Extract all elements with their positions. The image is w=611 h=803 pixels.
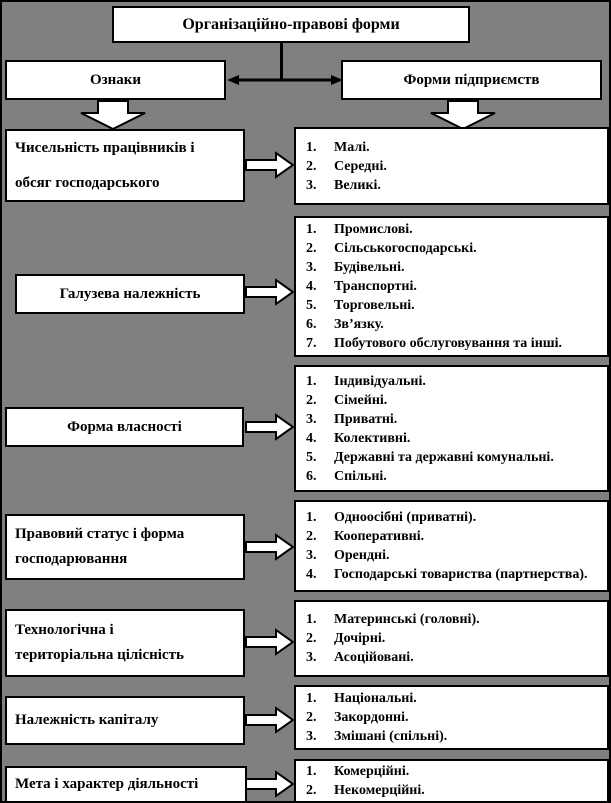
list-item: 2. Сільськогосподарські. [306,241,477,256]
label-line: Мета і характер діяльності [15,776,199,792]
list-item: 1. Промислові. [306,222,413,237]
title-box [112,6,470,43]
list-item: 6. Зв’язку. [306,317,384,332]
list-item: 3. Орендні. [306,548,390,563]
list-item: 1. Одноосібні (приватні). [306,510,477,525]
list-item: 2. Некомерційні. [306,783,425,798]
row-label-box [5,129,245,202]
right-arrow-icon [245,706,295,734]
label-line: обсяг господарського [15,174,160,191]
right-arrow-icon [245,151,295,179]
right-arrow-icon [245,278,295,306]
list-item: 1. Малі. [306,139,370,155]
label-line: Технологічна і [15,622,114,638]
row-label-box [15,274,245,314]
list-item: 1. Національні. [306,691,417,706]
row-items-box [294,216,609,357]
label-line: Чисельність працівників і [15,139,195,156]
double-arrow-icon [227,73,343,87]
row-label-box [5,407,244,447]
diagram-title: Організаційно-правові форми [182,15,400,33]
list-item: 4. Господарські товариства (партнерства). [306,567,588,582]
right-arrow-icon [245,770,295,798]
row-items-box [294,600,609,677]
right-arrow-icon [245,413,295,441]
right-arrow-icon [245,628,295,656]
criteria-header-box [5,60,226,100]
right-arrow-icon [245,533,295,561]
list-item: 4. Транспортні. [306,279,417,294]
list-item: 2. Закордонні. [306,710,409,725]
list-item: 2. Дочірні. [306,631,386,646]
list-item: 3. Приватні. [306,411,398,427]
label-line: Форма власності [67,418,182,435]
label-line: Галузева належність [59,285,201,302]
row-items-box [294,365,609,492]
row-label-box [5,766,247,803]
row-items-box [294,685,609,750]
list-item: 4. Колективні. [306,430,411,446]
row-label-box [5,609,245,677]
list-item: 7. Побутового обслуговування та інші. [306,336,562,351]
row-items-box [294,500,609,592]
list-item: 5. Державні та державні комунальні. [306,449,554,465]
list-item: 2. Сімейні. [306,392,388,408]
row-label-box [5,514,245,580]
list-item: 5. Торговельні. [306,298,415,313]
list-item: 2. Середні. [306,158,387,174]
label-line: Належність капіталу [15,712,159,728]
label-line: Правовий статус і форма [15,526,185,542]
label-line: господарювання [15,551,128,567]
forms-header-box [341,60,602,100]
forms-header-label: Форми підприємств [403,71,540,88]
down-arrow-icon [80,100,146,130]
down-arrow-icon [430,100,496,130]
row-label-box [5,696,245,745]
list-item: 3. Змішані (спільні). [306,729,448,744]
list-item: 3. Будівельні. [306,260,405,275]
list-item: 6. Спільні. [306,468,387,484]
label-line: територіальна цілісність [15,647,184,663]
row-items-box [294,127,609,205]
list-item: 1. Комерційні. [306,764,410,779]
list-item: 1. Індивідуальні. [306,373,426,389]
criteria-header-label: Ознаки [89,71,142,88]
list-item: 3. Великі. [306,177,381,193]
list-item: 1. Материнські (головні). [306,612,480,627]
list-item: 2. Кооперативні. [306,529,425,544]
row-items-box [294,759,609,803]
list-item: 3. Асоційовані. [306,650,414,665]
